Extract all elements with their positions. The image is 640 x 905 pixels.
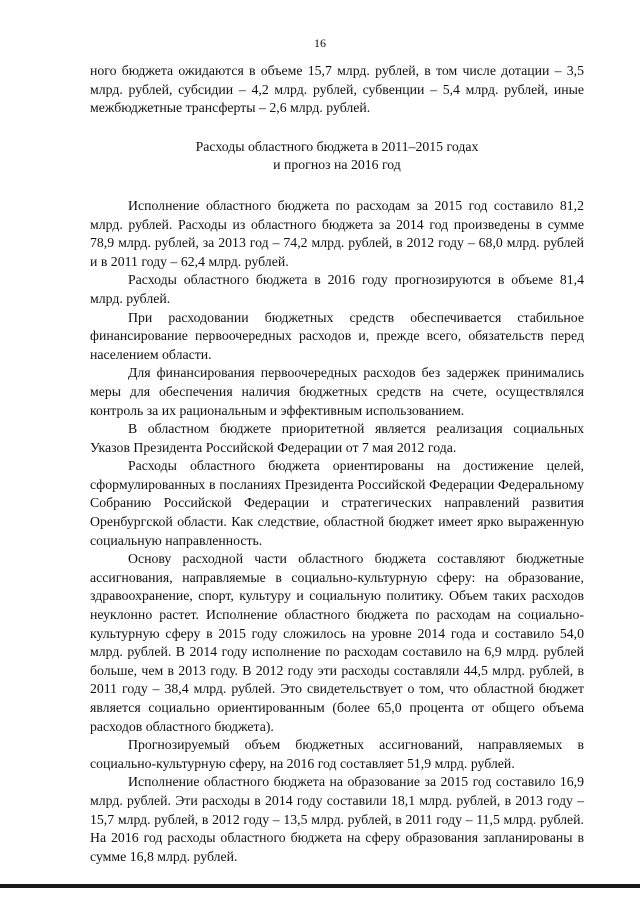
paragraph-6: Расходы областного бюджета ориентированы на достижение целей, сформулированных в посланиях Президента Российской Федерации Федеральному Собранию Российской Федерации и стратегических направлений развития Оренбургской области. Как следствие, областной бюджет имеет ярко выраженную социальную направленность. — [90, 458, 584, 548]
lead-paragraph: ного бюджета ожидаются в объеме 15,7 млрд. рублей, в том числе дотации – 3,5 млрд. рублей, субсидии – 4,2 млрд. рублей, субвенции – 5,4 млрд. рублей, иные межбюджетные трансферты – 2,6 млрд. рублей. — [90, 63, 584, 116]
paragraph-3: При расходовании бюджетных средств обеспечивается стабильное финансирование первоочередных расходов и, прежде всего, обязательств перед населением области. — [90, 309, 584, 362]
paragraph-7: Основу расходной части областного бюджета составляют бюджетные ассигнования, направляемые в социально-культурную сферу: на образование, здравоохранение, спорт, культуру и социальную политику. Объем таких расходов неуклонно растет. Исполнение областного бюджета по расходам на социально-культурную сферу в 2015 году сложилось на уровне 2014 года и составило 54,0 млрд. рублей. В 2014 году исполнение по расходам составило на 6,9 млрд. рублей больше, чем в 2013 году. В 2012 году эти расходы составляли 44,5 млрд. рублей, в 2011 году – 38,4 млрд. рублей. Это свидетельствует о том, что областной бюджет является социально ориентированным (более 65,0 процента от общего объема расходов областного бюджета). — [90, 551, 584, 734]
paragraph-8: Прогнозируемый объем бюджетных ассигнований, направляемых в социально-культурную сферу, на 2016 год составляет 51,9 млрд. рублей. — [90, 737, 584, 771]
document-body — [90, 62, 584, 866]
section-heading — [90, 138, 584, 175]
paragraph-4: Для финансирования первоочередных расходов без задержек принимались меры для обеспечения наличия бюджетных средств на счете, осуществлялся контроль за их рациональным и эффективным использованием. — [90, 365, 584, 418]
section-heading-line-2: и прогноз на 2016 год — [273, 157, 401, 173]
section-heading-line-1: Расходы областного бюджета в 2011–2015 годах — [195, 138, 479, 154]
page-number: 16 — [314, 36, 326, 50]
page-bottom-rule — [0, 884, 640, 888]
paragraph-1: Исполнение областного бюджета по расходам за 2015 год составило 81,2 млрд. рублей. Расходы из областного бюджета за 2014 год произведены в сумме 78,9 млрд. рублей, за 2013 год – 74,2 млрд. рублей, в 2012 году – 68,0 млрд. рублей и в 2011 году – 62,4 млрд. рублей. — [90, 197, 584, 269]
paragraph-9: Исполнение областного бюджета на образование за 2015 год составило 16,9 млрд. рублей. Эти расходы в 2014 году составили 18,1 млрд. рублей, в 2013 году – 15,7 млрд. рублей, в 2012 году – 13,5 млрд. рублей, в 2011 году – 11,5 млрд. рублей. На 2016 год расходы областного бюджета на сферу образования запланированы в сумме 16,8 млрд. рублей. — [90, 774, 584, 864]
paragraph-2: Расходы областного бюджета в 2016 году прогнозируются в объеме 81,4 млрд. рублей. — [90, 272, 584, 306]
paragraph-5: В областном бюджете приоритетной является реализация социальных Указов Президента Российской Федерации от 7 мая 2012 года. — [90, 421, 584, 455]
